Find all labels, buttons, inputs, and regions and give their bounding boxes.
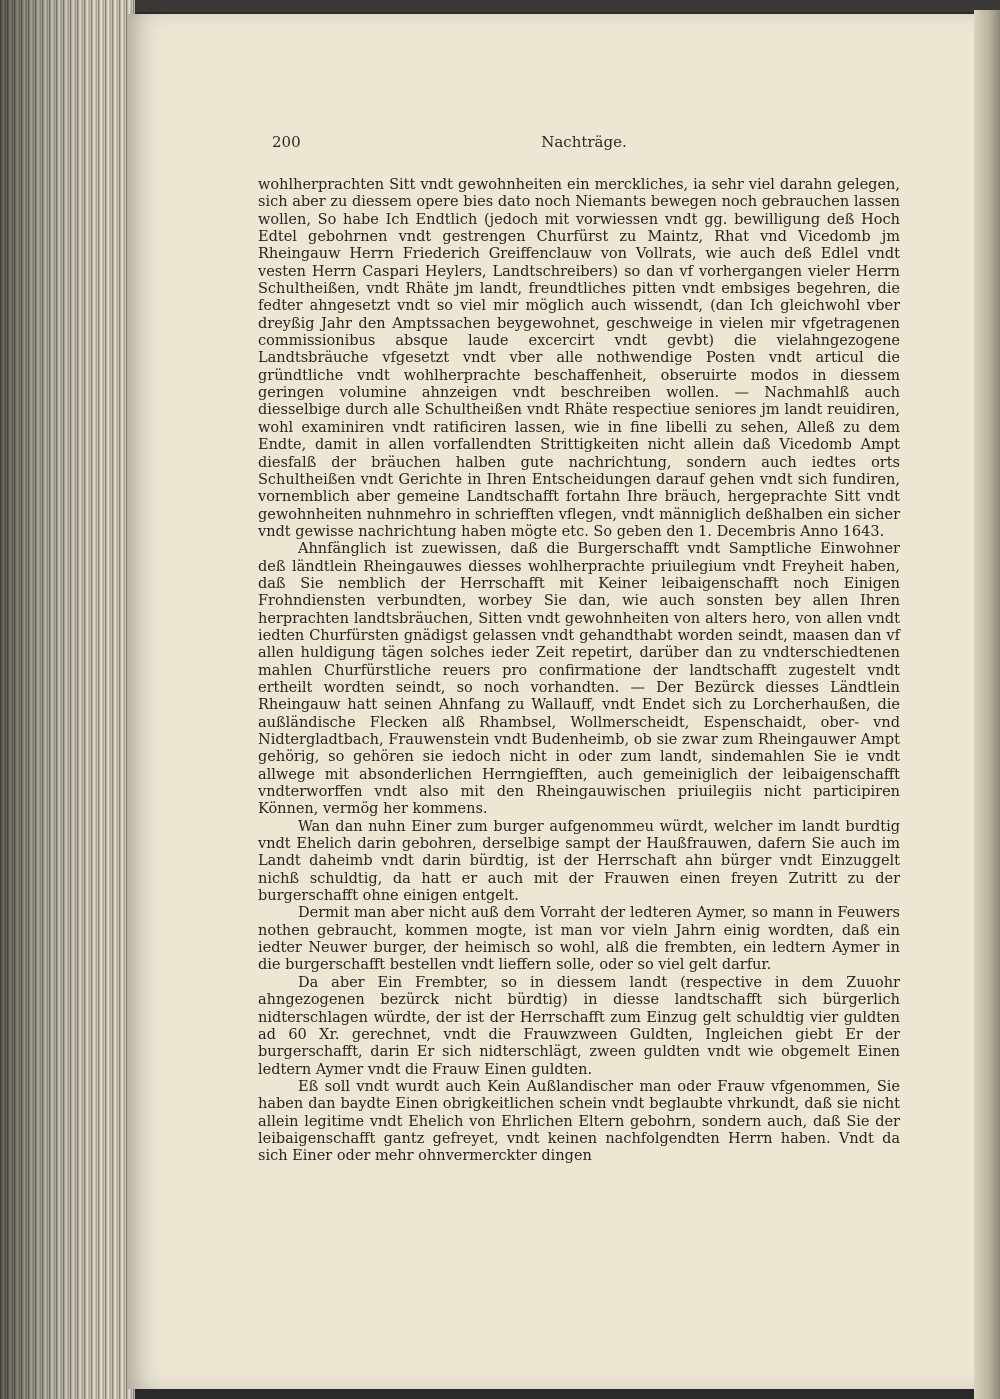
paragraph: Wan dan nuhn Einer zum burger aufgenommeu würdt, welcher im landt burdtig vndt Ehelich darin gebohren, derselbige sampt der Haußfrauwen, dafern Sie auch im Landt daheimb vndt darin bürdtig, ist der Herrschaft ahn bürger vndt Einzuggelt nichß schuldtig, da hatt er auch mit der Frauwen einen freyen Zutritt zu der burgerschafft ohne einigen entgelt. <box>258 818 900 905</box>
paragraph: Da aber Ein Frembter, so in diessem landt (respective in dem Zuuohr ahngezogenen bezürck nicht bürdtig) in diesse landtschafft sich bürgerlich nidterschlagen würdte, der ist der Herrschafft zum Einzug gelt schuldtig vier guldten ad 60 Xr. gerechnet, vndt die Frauwzween Guldten, Ingleichen giebt Er der burgerschafft, darin Er sich nidterschlägt, zween guldten vndt wie obgemelt Einen ledtern Aymer vndt die Frauw Einen guldten. <box>258 974 900 1078</box>
page-number: 200 <box>272 133 301 151</box>
paragraph: Dermit man aber nicht auß dem Vorraht der ledteren Aymer, so mann in Feuwers nothen gebraucht, kommen mogte, ist man vor vieln Jahrn einig wordten, daß ein iedter Neuwer burger, der heimisch so wohl, alß die frembten, ein ledtern Aymer in die burgerschafft bestellen vndt lieffern solle, oder so viel gelt darfur. <box>258 905 900 974</box>
paragraph: Eß soll vndt wurdt auch Kein Außlandischer man oder Frauw vfgenommen, Sie haben dan baydte Einen obrigkeitlichen schein vndt beglaubte vhrkundt, daß sie nicht allein legitime vndt Ehelich von Ehrlichen Eltern gebohrn, sondern auch, daß Sie der leibaigenschafft gantz gefreyet, vndt keinen nachfolgendten Herrn haben. Vndt da sich Einer oder mehr ohnvermerckter dingen <box>258 1078 900 1165</box>
body-text <box>258 177 900 1166</box>
top-shadow-strip <box>0 0 1000 12</box>
page-header <box>272 133 896 153</box>
paragraph: Ahnfänglich ist zuewissen, daß die Burgerschafft vndt Samptliche Einwohner deß ländtlein Rheingauwes diesses wohlherprachte priuilegium vndt Freyheit haben, daß Sie nemblich der Herrschafft mit Keiner leibaigenschafft noch Einigen Frohndiensten verbundten, worbey Sie dan, wie auch sonsten bey allen Ihren herprachten landtsbräuchen, Sitten vndt gewohnheiten von alters hero, von allen vndt iedten Churfürsten gnädigst gelassen vndt gehandthabt worden seindt, maasen dan vf allen huldigung tägen solches ieder Zeit repetirt, darüber dan zu vndterschiedtenen mahlen Churfürstliche reuers pro confirmatione der landtschafft zugestelt vndt ertheilt wordten seindt, so noch vorhandten. — Der Bezürck diesses Ländtlein Rheingauw hatt seinen Ahnfang zu Wallauff, vndt Endet sich zu Lorcherhaußen, die außländische Flecken alß Rhambsel, Wollmerscheidt, Espenschaidt, ober- vnd Nidtergladtbach, Frauwenstein vndt Budenheimb, ob sie zwar zum Rheingauwer Ampt gehörig, so gehören sie iedoch nicht in oder zum landt, sindemahlen Sie ie vndt allwege mit absonderlichen Herrngiefften, auch gemeiniglich der leibaigenschafft vndterworffen vndt also mit den Rheingauwischen priuilegiis nicht participiren Können, vermög her kommens. <box>258 541 900 818</box>
book-page-edges <box>0 0 135 1399</box>
right-page-edge <box>974 10 1000 1399</box>
paragraph: wohlherprachten Sitt vndt gewohnheiten ein merckliches, ia sehr viel darahn gelegen, sich aber zu diessem opere bies dato noch Niemants bewegen noch gebrauchen lassen wollen, So habe Ich Endtlich (jedoch mit vorwiessen vndt gg. bewilligung deß Hoch Edtel gebohrnen vndt gestrengen Churfürst zu Maintz, Rhat vnd Vicedomb jm Rheingauw Herrn Friederich Greiffenclauw von Vollrats, wie auch deß Edlel vndt vesten Herrn Caspari Heylers, Landtschreibers) so dan vf vorhergangen vieler Herrn Schultheißen, vndt Rhäte jm landt, freundtliches pitten vndt embsiges begehren, die fedter ahngesetzt vndt so viel mir möglich auch wissendt, (dan Ich gleichwohl vber dreyßig Jahr den Amptssachen beygewohnet, geschweige in vielen mir vfgetragenen commissionibus absque laude excercirt vndt gevbt) die vielahngezogene Landtsbräuche vfgesetzt vndt vber alle nothwendige Posten vndt articul die gründtliche vndt wohlherprachte beschaffenheit, obseruirte modos in diessem geringen volumine ahnzeigen vndt beschreiben wollen. — Nachmahlß auch diesselbige durch alle Schultheißen vndt Rhäte respectiue seniores jm landt reuidiren, wohl examiniren vndt ratificiren lassen, wie in fine libelli zu sehen, Alleß zu dem Endte, damit in allen vorfallendten Strittigkeiten nicht allein daß Vicedomb Ampt diesfalß der bräuchen halben gute nachrichtung, sondern auch iedtes orts Schultheißen vndt Gerichte in Ihren Entscheidungen darauf gehen vndt sich fundiren, vornemblich aber gemeine Landtschafft fortahn Ihre bräuch, hergeprachte Sitt vndt gewohnheiten nuhnmehro in schriefften vflegen, vndt männiglich deßhalben ein sicher vndt gewisse nachrichtung haben mögte etc. So geben den 1. Decembris Anno 1643. <box>258 177 900 540</box>
running-title: Nachträge. <box>541 133 627 151</box>
